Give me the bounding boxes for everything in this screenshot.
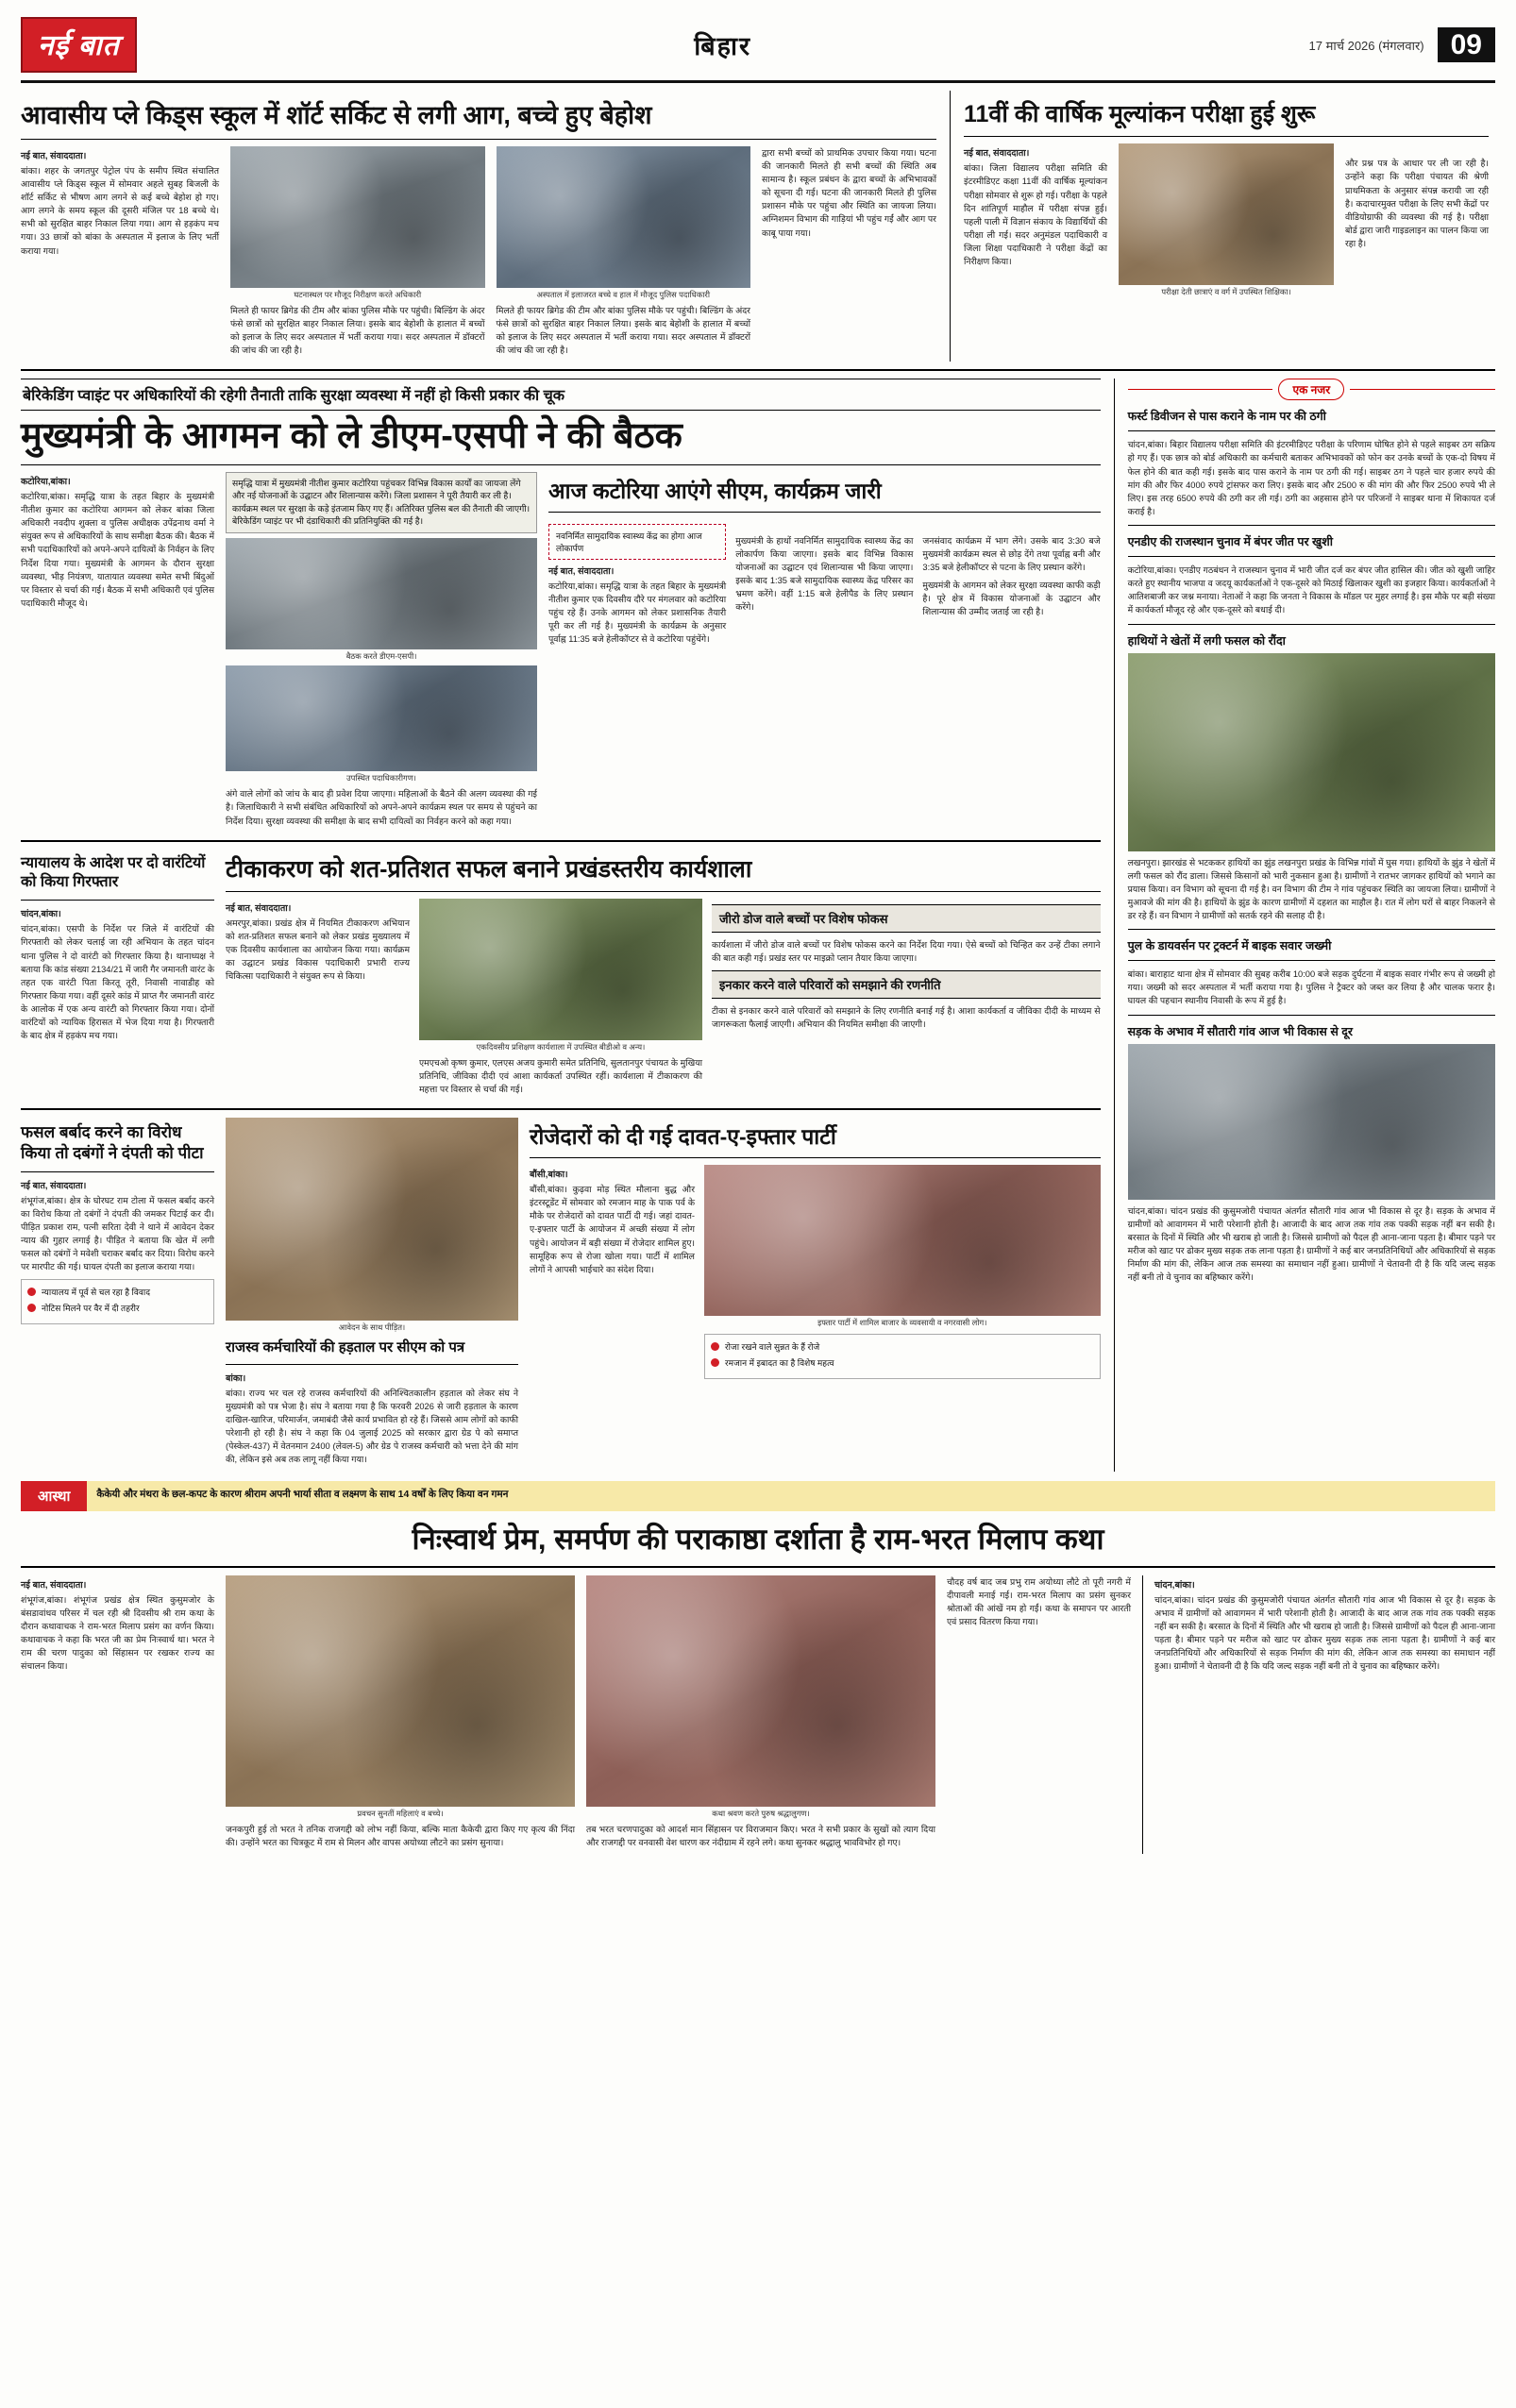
- story-cm-today-col3b: मुख्यमंत्री के आगमन को लेकर सुरक्षा व्यवस्था काफी कड़ी है। पूरे क्षेत्र में विकास योजनाओं के उद्घाटन और शिलान्यास की उम्मीद जताई जा रही है।: [922, 581, 1101, 617]
- story-strike-headline: राजस्व कर्मचारियों की हड़ताल पर सीएम को पत्र: [226, 1339, 465, 1356]
- mid-section: [21, 379, 1495, 1471]
- publication-logo: नई बात: [21, 17, 137, 73]
- story-cm-kicker: बेरिकेडिंग प्वाइंट पर अधिकारियों की रहेगी तैनाती ताकि सुरक्षा व्यवस्था में नहीं हो किसी प्रकार की चूक: [21, 379, 1101, 411]
- masthead: [21, 17, 1495, 83]
- story-cm-highlight: समृद्धि यात्रा में मुख्यमंत्री नीतीश कुमार कटोरिया पहुंचकर विभिन्न विकास कार्यों का जायजा लेंगे और नई योजनाओं के उद्घाटन और शिलान्यास करेंगे। जिला प्रशासन ने पूरी तैयारी कर ली है। कार्यक्रम स्थल पर सुरक्षा के कड़े इंतजाम किए गए हैं। अतिरिक्त पुलिस बल की तैनाती की जाएगी। बेरिकेडिंग प्वाइंट पर भी दंडाधिकारी की प्रतिनियुक्ति की गई है।: [226, 472, 537, 533]
- story-cm-photo-1: [226, 538, 537, 649]
- story-cm-today-col2: मुख्यमंत्री के हाथों नवनिर्मित सामुदायिक स्वास्थ्य केंद्र का लोकार्पण किया जाएगा। इसके बाद विभिन्न विकास योजनाओं का उद्घाटन एवं शिलान्यास भी किया जाएगा। इसके बाद 1:35 बजे सामुदायिक स्वास्थ्य केंद्र परिसर का भ्रमण करेंगे। वहीं 1:15 बजे हेलीपैड के लिए प्रस्थान करेंगे।: [735, 535, 914, 613]
- aastha-col3: तब भरत चरणपादुका को आदर्श मान सिंहासन पर विराजमान किए। भरत ने सभी प्रकार के सुखों को त्याग दिया और राजगद्दी पर वनवासी वेश धारण कर नंदीग्राम में रहने लगे। कथा सुनकर श्रद्धालु भावविभोर हो गए।: [586, 1824, 935, 1847]
- story-vaccine-col1: अमरपुर,बांका। प्रखंड क्षेत्र में नियमित टीकाकरण अभियान को शत-प्रतिशत सफल बनाने को लेकर प्रखंड मुख्यालय में एक दिवसीय कार्यशाला का आयोजन किया गया। कार्यक्रम का उद्घाटन प्रखंड विकास पदाधिकारी प्रभारी राज्य चिकित्सा पदाधिकारी ने संयुक्त रूप से किया।: [226, 918, 410, 982]
- story-court-byline: चांदन,बांका।: [21, 909, 61, 920]
- story-fire-caption-1: घटनास्थल पर मौजूद निरीक्षण करते अधिकारी: [294, 289, 422, 299]
- story-court-body: चांदन,बांका। एसपी के निर्देश पर जिले में वारंटियों की गिरफ्तारी को लेकर चलाई जा रही अभियान के तहत चांदन थाना पुलिस ने दो वारंटी को गिरफ्तार किया है। थानाध्यक्ष ने बताया कि कांड संख्या 2134/21 में जारी गैर जमानती वारंट के तहत एक वारंटी पिता किरतू तूरी, निवासी नावाडीह को गिरफ्तार किया गया। वहीं दूसरे कांड में प्राप्त गैर जमानती वारंट के आलोक में एक अन्य वारंटी को गिरफ्तार किया गया। दोनों वारंटियों को न्यायिक हिरासत में भेज दिया गया है। गिरफ्तारी के बाद क्षेत्र में हड़कंप मच गया।: [21, 924, 214, 1041]
- story-vaccine: [226, 850, 1101, 1102]
- ek-nazar-title: एक नजर: [1278, 379, 1344, 400]
- aastha-col1: शंभूगंज,बांका। शंभूगंज प्रखंड क्षेत्र स्थित कुसुमजोर के बंसडावांधव परिसर में चल रही श्री दिवसीय श्री राम कथा के दौरान कथावाचक ने राम-भरत मिलाप प्रसंग का वर्णन किया। कथावाचक ने कहा कि भरत जी का प्रेम निःस्वार्थ था। भरत ने राम की चरण पादुका को सिंहासन पर रखकर राज्य का संचालन किया।: [21, 1594, 214, 1672]
- story-vaccine-sub1: जीरो डोज वाले बच्चों पर विशेष फोकस: [712, 904, 1101, 933]
- ek-nazar-item-2-text: लखनपुरा। झारखंड से भटककर हाथियों का झुंड लखनपुरा प्रखंड के विभिन्न गांवों में घुस गया। हाथियों के झुंड ने खेतों में लगी फसल को रौंद डाला। जिससे किसानों को भारी नुकसान हुआ है। ग्रामीणों ने रातभर जागकर हाथियों को भगाने का प्रयास किया। वन विभाग को सूचना दी गई है। वन विभाग की टीम ने गांव पहुंचकर स्थिति का जायजा लिया। ग्रामीणों ने मुआवजे की मांग की है। हाथियों के झुंड के कारण ग्रामीणों में दहशत का माहौल है। रात में लोग घरों से बाहर निकलने से डर रहे हैं। वन विभाग ने ग्रामीणों को सतर्क रहने की सलाह दी है।: [1127, 857, 1495, 920]
- story-fire-col1: बांका। शहर के जगतपुर पेट्रोल पंप के समीप स्थित संचालित आवासीय प्ले किड्स स्कूल में सोमवार अहले सुबह बिजली के शॉर्ट सर्किट से भीषण आग लगने से कई बच्चे बेहोश हो गए। आग लगने के समय स्कूल की दूसरी मंजिल पर 18 बच्चे थे। सभी को सुरक्षित बाहर निकाल लिया गया। आग से हड़कंप मच गया। 33 छात्रों को बांका के अस्पताल में इलाज के लिए भर्ती कराया गया।: [21, 165, 219, 256]
- story-cm-today-col3: जनसंवाद कार्यक्रम में भाग लेंगे। उसके बाद 3:30 बजे मुख्यमंत्री कार्यक्रम स्थल से छोड़ देंगे तथा पूर्वाह्न बनी और 3:35 बजे हेलीकॉप्टर से पटना के लिए प्रस्थान करेंगे।: [922, 535, 1101, 572]
- ek-nazar-item-1-text: कटोरिया,बांका। एनडीए गठबंधन ने राजस्थान चुनाव में भारी जीत दर्ज कर बंपर जीत हासिल की। जीत को खुशी जाहिर करते हुए स्थानीय भाजपा व जदयू कार्यकर्ताओं ने एक-दूसरे को मिठाई खिलाकर खुशी का इजहार किया। कार्यकर्ताओं ने आतिशबाजी कर जश्न मनाया। नेताओं ने कहा कि जनता ने विकास के मॉडल पर मुहर लगाई है। इस मौके पर बड़ी संख्या में कार्यकर्ता मौजूद रहे और एक-दूसरे को बधाई दी।: [1127, 565, 1495, 615]
- ek-nazar-column: [1128, 379, 1495, 1471]
- story-vaccine-col2: एमएचओ कृष्ण कुमार, एलएस अजय कुमारी समेत प्रतिनिधि, सुलतानपुर पंचायत के मुखिया प्रतिनिधि, जीविका दीदी एवं आशा कार्यकर्ता उपस्थित रहीं। कार्यशाला में टीकाकरण की महत्ता पर विस्तार से चर्चा की गई।: [419, 1057, 702, 1095]
- ek-nazar-item-1-head: एनडीए की राजस्थान चुनाव में बंपर जीत पर खुशी: [1127, 535, 1333, 548]
- story-iftar-bullet-1: रमजान में इबादत का है विशेष महत्व: [725, 1358, 834, 1369]
- aastha-photo-2: [586, 1575, 935, 1807]
- story-vaccine-caption: एकदिवसीय प्रशिक्षण कार्यशाला में उपस्थित बीडीओ व अन्य।: [476, 1041, 646, 1052]
- bullet-dot-icon: [27, 1288, 36, 1296]
- publication-date: 17 मार्च 2026 (मंगलवार): [1308, 38, 1424, 53]
- story-iftar-photo: [704, 1165, 1101, 1316]
- story-cm-caption-2: उपस्थित पदाधिकारीगण।: [346, 773, 416, 783]
- aastha-tag: आस्था: [21, 1481, 87, 1511]
- aastha-body: [21, 1575, 1495, 1854]
- story-exam-headline: 11वीं की वार्षिक मूल्यांकन परीक्षा हुई शुरू: [964, 101, 1316, 127]
- story-exam-photo: [1119, 143, 1334, 285]
- mid-left: [21, 379, 1101, 1471]
- story-strike-body: बांका। राज्य भर चल रहे राजस्व कर्मचारियों की अनिश्चितकालीन हड़ताल को लेकर संघ ने मुख्यमंत्री को पत्र भेजा है। संघ ने बताया गया है कि फरवरी 2026 से जारी हड़ताल के कारण दाखिल-खारिज, परिमार्जन, जमाबंदी जैसे कार्य प्रभावित हो रहे हैं। जिससे आम लोगों को काफी परेशानी हो रही है। संघ ने कहा कि 04 जुलाई 2025 को सरकार द्वारा ग्रेड पे को समाप्त (पेस्केल-437) में वेतनमान 2400 (लेवल-5) और ग्रेड पे राजस्व कर्मचारी को भत्ता देने की मांग की, लेकिन इसे अब तक लागू नहीं किया गया।: [226, 1388, 518, 1465]
- story-court: [21, 850, 214, 1102]
- aastha-right-text: चांदन,बांका। चांदन प्रखंड की कुसुमजोरी पंचायत अंतर्गत सौतारी गांव आज भी विकास से दूर है। सड़क के अभाव में ग्रामीणों को आवागमन में भारी परेशानी होती है। आजादी के बाद आज तक गांव तक पक्की सड़क नहीं बन सकी है। बरसात के दिनों में स्थिति और भी खराब हो जाती है। जिससे ग्रामीणों को पैदल ही आना-जाना पड़ता है। बीमार पड़ने पर मरीज को खाट पर ढोकर मुख्य सड़क तक लाना पड़ता है। ग्रामीणों ने कई बार जनप्रतिनिधियों और अधिकारियों से सड़क निर्माण की मांग की, लेकिन आज तक समस्या का समाधान नहीं हुआ। ग्रामीणों ने चेतावनी दी है कि यदि जल्द सड़क नहीं बनी तो वे चुनाव का बहिष्कार करेंगे।: [1154, 1594, 1495, 1672]
- story-vaccine-photo: [419, 899, 702, 1040]
- story-cm-headline: मुख्यमंत्री के आगमन को ले डीएम-एसपी ने की बैठक: [21, 416, 682, 457]
- story-strike-byline: बांका।: [226, 1372, 246, 1384]
- ek-nazar-item-3-head: पुल के डायवर्सन पर ट्रक्टर्न में बाइक सवार जख्मी: [1127, 939, 1332, 953]
- aastha-photo-1: [226, 1575, 575, 1807]
- ek-nazar-item-4-head: सड़क के अभाव में सौतारी गांव आज भी विकास से दूर: [1127, 1024, 1354, 1038]
- story-cm-byline: कटोरिया,बांका।: [21, 476, 71, 487]
- village-road-photo: [1128, 1044, 1495, 1200]
- bullet-dot-icon: [27, 1304, 36, 1312]
- ek-nazar-header: [1128, 379, 1495, 400]
- story-fire-col2: द्वारा सभी बच्चों को प्राथमिक उपचार किया गया। घटना की जानकारी मिलते ही सभी बच्चों की स्थिति अब सामान्य है। स्कूल प्रबंधन के द्वारा बच्चों के अभिभावकों को सूचना दी गई। घटना की जानकारी मिलते ही पुलिस प्रशासन मौके पर पहुंचा और स्थिति का जायजा लिया। अग्निशमन विभाग की गाड़ियां भी पहुंच गईं और आग पर काबू पाया गया।: [762, 147, 936, 238]
- aastha-col4: चौदह वर्ष बाद जब प्रभु राम अयोध्या लौटे तो पूरी नगरी में दीपावली मनाई गई। राम-भरत मिलाप का प्रसंग सुनकर श्रोताओं की आंखें नम हो गईं। कथा के समापन पर आरती एवं प्रसाद वितरण किया गया।: [947, 1576, 1131, 1626]
- aastha-col2: जनकपुरी हुई तो भरत ने तनिक राजगद्दी को लोभ नहीं किया, बल्कि माता कैकेयी द्वारा किए गए कृत्य की निंदा की। उन्होंने भरत का चित्रकूट में राम से मिलन और वापस अयोध्या लौटने का प्रसंग सुनाया।: [226, 1824, 575, 1847]
- story-exam: [964, 91, 1489, 362]
- ek-nazar-item: [1128, 1023, 1495, 1285]
- story-couple-byline: नई बात, संवाददाता।: [21, 1180, 87, 1191]
- story-fire-col3b: मिलते ही फायर ब्रिगेड की टीम और बांका पुलिस मौके पर पहुंची। बिल्डिंग के अंदर फंसे छात्रों को सुरक्षित बाहर निकाल लिया। इसके बाद बेहोशी के हालात में बच्चों को इलाज के लिए सदर अस्पताल में भर्ती कराया गया। सदर अस्पताल में डॉक्टरों की जांच की जा रही है।: [496, 305, 750, 356]
- aastha-headline: निःस्वार्थ प्रेम, समर्पण की पराकाष्ठा दर्शाता है राम-भरत मिलाप कथा: [412, 1522, 1104, 1556]
- ek-nazar-item-4-text: चांदन,बांका। चांदन प्रखंड की कुसुमजोरी पंचायत अंतर्गत सौतारी गांव आज भी विकास से दूर है। सड़क के अभाव में ग्रामीणों को आवागमन में भारी परेशानी होती है। आजादी के बाद आज तक गांव तक पक्की सड़क नहीं बन सकी है। बरसात के दिनों में स्थिति और भी खराब हो जाती है। जिससे ग्रामीणों को पैदल ही आना-जाना पड़ता है। बीमार पड़ने पर मरीज को खाट पर ढोकर मुख्य सड़क तक लाना पड़ता है। ग्रामीणों ने कई बार जनप्रतिनिधियों और अधिकारियों से सड़क निर्माण की मांग की, लेकिन आज तक समस्या का समाधान नहीं हुआ। ग्रामीणों ने चेतावनी दी है कि यदि जल्द सड़क नहीं बनी तो वे चुनाव का बहिष्कार करेंगे।: [1127, 1205, 1495, 1283]
- story-exam-byline: नई बात, संवाददाता।: [964, 148, 1030, 160]
- story-vaccine-col4: टीका से इनकार करने वाले परिवारों को समझाने के लिए रणनीति बनाई गई है। आशा कार्यकर्ता व जीविका दीदी के माध्यम से जागरूकता फैलाई जाएगी। अभियान की नियमित समीक्षा की जाएगी।: [712, 1006, 1101, 1030]
- story-court-headline: न्यायालय के आदेश पर दो वारंटियों को किया गिरफ्तार: [21, 854, 206, 891]
- ek-nazar-item-0-head: फर्स्ट डिवीजन से पास कराने के नाम पर की ठगी: [1127, 410, 1326, 424]
- story-fire-byline: नई बात, संवाददाता।: [21, 150, 87, 161]
- story-cm-caption-1: बैठक करते डीएम-एसपी।: [345, 651, 417, 662]
- story-fire-col3: मिलते ही फायर ब्रिगेड की टीम और बांका पुलिस मौके पर पहुंची। बिल्डिंग के अंदर फंसे छात्रों को सुरक्षित बाहर निकाल लिया। इसके बाद बेहोशी के हालात में बच्चों को इलाज के लिए सदर अस्पताल में भर्ती कराया गया। सदर अस्पताल में डॉक्टरों की जांच की जा रही है।: [230, 305, 485, 356]
- story-exam-col1: बांका। जिला विद्यालय परीक्षा समिति की इंटरमीडिएट कक्षा 11वीं की वार्षिक मूल्यांकन परीक्षा सोमवार से शुरू हो गई। परीक्षा के पहले दिन शांतिपूर्ण माहौल में परीक्षा संपन्न हुई। पहली पाली में विज्ञान संकाय के विद्यार्थियों की परीक्षा ली गई। सदर अनुमंडल पदाधिकारी व जिला शिक्षा पदाधिकारी ने परीक्षा केंद्रों का निरीक्षण किया।: [964, 163, 1107, 267]
- ek-nazar-item-0-text: चांदन,बांका। बिहार विद्यालय परीक्षा समिति की इंटरमीडिएट परीक्षा के परिणाम घोषित होने से पहले साइबर ठग सक्रिय हो गए हैं। एक छात्र को बोर्ड अधिकारी का कर्मचारी बताकर अभिभावकों को फोन कर उनके बच्चों के एक-दो विषय में फेल होने की बात कही गई। इसके बाद पास कराने के नाम पर ठगी की गई। साइबर ठग ने पहले चार हजार रुपये की मांग की और फिर 4000 रुपये ट्रांसफर करा लिए। इसके बाद और 2500 रु की मांग की और फिर 2500 रुपये भी ले लिए। इस तरह 6500 रुपये की ठगी कर ली गई। ठगी का अहसास होने पर परिजनों ने साइबर थाना में शिकायत दर्ज कराई है।: [1127, 440, 1495, 516]
- story-iftar-headline: रोजेदारों को दी गई दावत-ए-इफ्तार पार्टी: [530, 1124, 836, 1150]
- story-iftar-byline: बौंसी,बांका।: [530, 1170, 568, 1181]
- story-fire: [21, 91, 936, 362]
- story-iftar-bullets: [704, 1334, 1101, 1379]
- story-exam-caption: परीक्षा देती छात्राएं व वर्ग में उपस्थित शिक्षिका।: [1161, 287, 1291, 297]
- story-couple-bullets: [21, 1279, 214, 1324]
- story-fire-caption-2: अस्पताल में इलाजरत बच्चे व हाल में मौजूद पुलिस पदाधिकारी: [536, 289, 711, 299]
- story-couple-bullet-0: न्यायालय में पूर्व से चल रहा है विवाद: [42, 1288, 151, 1298]
- story-cm-today-note: नवनिर्मित सामुदायिक स्वास्थ्य केंद्र का होगा आज लोकार्पण: [548, 524, 726, 560]
- story-exam-col2: और प्रश्न पत्र के आधार पर ली जा रही है। उन्होंने कहा कि परीक्षा पंचायत की श्रेणी प्राथमिकता के अनुसार संपन्न करायी जा रही है। कदाचारमुक्त परीक्षा के लिए सभी केंद्रों पर वीडियोग्राफी की व्यवस्था की गई है। परीक्षा बोर्ड द्वारा जारी गाइडलाइन का पालन किया जा रहा है।: [1345, 159, 1489, 248]
- story-iftar-bullet-0: रोजा रखने वाले सुन्नत के हैं रोजे: [725, 1342, 820, 1353]
- story-cm-col1: कटोरिया,बांका। समृद्धि यात्रा के तहत बिहार के मुख्यमंत्री नीतीश कुमार का कटोरिया आगमन को लेकर बांका जिला अधिकारी नवदीप शुक्ला व पुलिस अधीक्षक उपेंद्रनाथ वर्मा ने संयुक्त रूप से अधिकारियों के साथ समीक्षा बैठक की। बैठक में सभी पदाधिकारियों को अपने-अपने दायित्वों के निर्वहन के लिए निर्देश दिया गया। मुख्यमंत्री के आगमन के दौरान सुरक्षा व्यवस्था, भीड़ नियंत्रण, यातायात व्यवस्था समेत सभी बिंदुओं पर विस्तार से चर्चा की गई। बैठक में सभी अधिकारी एवं पुलिस पदाधिकारी मौजूद थे।: [21, 491, 214, 608]
- aastha-subhead: कैकेयी और मंथरा के छल-कपट के कारण श्रीराम अपनी भार्या सीता व लक्ष्मण के साथ 14 वर्षों के लिए किया वन गमन: [87, 1481, 1495, 1511]
- story-iftar: [530, 1118, 1101, 1471]
- story-vaccine-byline: नई बात, संवाददाता।: [226, 902, 292, 914]
- story-vaccine-headline: टीकाकरण को शत-प्रतिशत सफल बनाने प्रखंडस्तरीय कार्यशाला: [226, 855, 752, 883]
- story-fire-photo-2: [497, 146, 751, 288]
- story-fire-photo-1: [230, 146, 485, 288]
- story-cm-today-headline: आज कटोरिया आएंगे सीएम, कार्यक्रम जारी: [548, 478, 882, 503]
- aastha-caption-2: कथा श्रवण करते पुरुष श्रद्धालुगण।: [712, 1808, 810, 1818]
- ek-nazar-item: [1128, 533, 1495, 617]
- ek-nazar-item: [1128, 937, 1495, 1007]
- story-couple: [21, 1118, 214, 1471]
- ek-nazar-item-3-text: बांका। बाराहाट थाना क्षेत्र में सोमवार की सुबह करीब 10:00 बजे सड़क दुर्घटना में बाइक सवार गंभीर रूप से जख्मी हो गया। जख्मी को सदर अस्पताल में भर्ती कराया गया है। पुलिस ने ट्रैक्टर को जब्त कर लिया है और चालक फरार है। घायल की पहचान स्थानीय निवासी के रूप में हुई है।: [1127, 969, 1495, 1006]
- story-couple-headline: फसल बर्बाद करने का विरोध किया तो दबंगों ने दंपती को पीटा: [21, 1123, 204, 1163]
- page-number: 09: [1438, 27, 1495, 62]
- bullet-dot-icon: [711, 1358, 719, 1367]
- story-cm-photo-2: [226, 665, 537, 771]
- bullet-dot-icon: [711, 1342, 719, 1351]
- masthead-right: [1309, 27, 1495, 62]
- story-couple-body: शंभूगंज,बांका। क्षेत्र के घोरघट राम टोला में फसल बर्बाद करने का विरोध किया तो दबंगों ने दंपती की जमकर पिटाई कर दी। पीड़ित प्रकाश राम, पत्नी सरिता देवी ने थाने में आवेदन देकर न्याय की गुहार लगाई है। पीड़ित ने बताया कि खेत में लगी फसल को दबंगों ने मवेशी चराकर बर्बाद कर दिया। विरोध करने पर मारपीट की गई। घायल दंपती का इलाज कराया गया।: [21, 1195, 214, 1272]
- story-iftar-body: बौंसी,बांका। कुढ़वा मोड़ स्थित मौलाना बुद्ध और इंटरस्टूडेंट में सोमवार को रमजान माह के पाक पर्व के मौके पर रोजेदारों को दावत पार्टी दी गई। जहां दावत-ए-इफ्तार पार्टी के आयोजन में अच्छी संख्या में लोग पहुंचे। आयोजन में बड़ी संख्या में रोजेदार शामिल हुए। सामूहिक रूप से रोजा खोला गया। पार्टी में शामिल लोगों ने आपसी भाईचारे का संदेश दिया।: [530, 1185, 695, 1274]
- ek-nazar-item: [1128, 408, 1495, 518]
- story-strike: [226, 1118, 518, 1471]
- aastha-band: [21, 1481, 1495, 1511]
- story-cm-col3: अंगे वाले लोगों को जांच के बाद ही प्रवेश दिया जाएगा। महिलाओं के बैठने की अलग व्यवस्था की गई है। जिलाधिकारी ने सभी संबंधित अधिकारियों को अपने-अपने कार्यक्रम स्थल पर समय से पहुंचने का निर्देश दिया। सुरक्षा व्यवस्था की समीक्षा के बाद सभी दायित्वों का निर्वहन करने को कहा गया।: [226, 789, 537, 826]
- story-iftar-caption: इफ्तार पार्टी में शामिल बाजार के व्यवसायी व नगरवासी लोग।: [817, 1318, 987, 1328]
- story-cm-today-col1: कटोरिया,बांका। समृद्धि यात्रा के तहत बिहार के मुख्यमंत्री नीतीश कुमार एक दिवसीय दौरे पर मंगलवार को कटोरिया पहुंच रहे हैं। उनके आगमन को लेकर प्रशासनिक तैयारी पूरी कर ली गई है। मुख्यमंत्री के कार्यक्रम के अनुसार पूर्वाह्न 11:35 बजे हेलीकॉप्टर से वे कटोरिया पहुंचेंगे।: [548, 581, 727, 645]
- top-stories: [21, 91, 1495, 362]
- aastha-right-byline: चांदन,बांका।: [1154, 1579, 1195, 1591]
- ek-nazar-item: [1128, 632, 1495, 923]
- elephant-photo: [1128, 653, 1495, 851]
- aastha-byline: नई बात, संवाददाता।: [21, 1579, 87, 1591]
- story-couple-photo: [226, 1118, 518, 1321]
- story-fire-headline: आवासीय प्ले किड्स स्कूल में शॉर्ट सर्किट से लगी आग, बच्चे हुए बेहोश: [21, 101, 652, 129]
- story-vaccine-sub2: इनकार करने वाले परिवारों को समझाने की रणनीति: [712, 970, 1101, 999]
- aastha-caption-1: प्रवचन सुनतीं महिलाएं व बच्चे।: [357, 1808, 444, 1818]
- story-vaccine-col3: कार्यशाला में जीरो डोज वाले बच्चों पर विशेष फोकस करने का निर्देश दिया गया। ऐसे बच्चों को चिन्हित कर उन्हें टीका लगाने की बात कही गई। प्रखंड स्तर पर माइक्रो प्लान तैयार किया जाएगा।: [712, 939, 1101, 964]
- story-cm-today-byline: नई बात, संवाददाता।: [548, 565, 615, 577]
- story-couple-bullet-1: नोटिस मिलने पर वैर में दी तहरीर: [42, 1304, 140, 1314]
- ek-nazar-item-2-head: हाथियों ने खेतों में लगी फसल को रौंदा: [1127, 633, 1286, 648]
- section-title: बिहार: [694, 32, 752, 60]
- story-couple-caption: आवेदन के साथ पीड़ित।: [338, 1322, 406, 1333]
